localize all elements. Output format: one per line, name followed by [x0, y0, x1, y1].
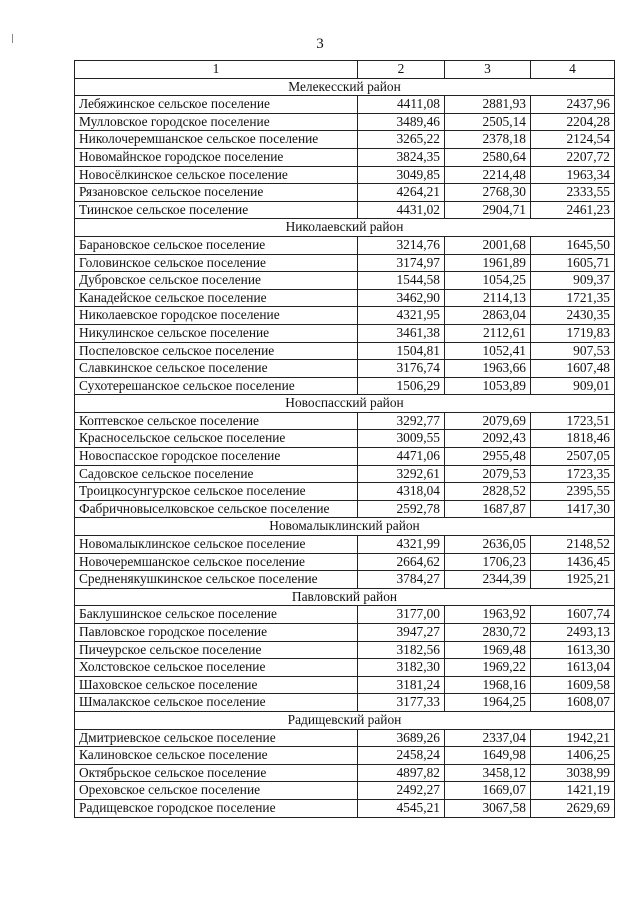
value-col-2: 3784,27 [358, 571, 445, 589]
district-row [75, 711, 615, 729]
value-col-2: 3824,35 [358, 148, 445, 166]
value-col-4: 2493,13 [531, 624, 615, 642]
value-col-4: 1942,21 [531, 729, 615, 747]
value-col-4: 1417,30 [531, 500, 615, 518]
table-row [75, 606, 615, 624]
settlement-name: Рязановское сельское поселение [75, 184, 358, 202]
value-col-2: 3947,27 [358, 624, 445, 642]
table-row [75, 272, 615, 290]
value-col-4: 2461,23 [531, 201, 615, 219]
value-col-2: 1504,81 [358, 342, 445, 360]
table-row [75, 377, 615, 395]
table-row [75, 307, 615, 325]
district-row [75, 78, 615, 96]
value-col-2: 3177,33 [358, 694, 445, 712]
settlement-name: Октябрьское сельское поселение [75, 764, 358, 782]
settlement-name: Мулловское городское поселение [75, 113, 358, 131]
value-col-3: 2214,48 [445, 166, 531, 184]
value-col-3: 2955,48 [445, 448, 531, 466]
header-col-2: 2 [358, 61, 445, 79]
value-col-4: 1607,74 [531, 606, 615, 624]
value-col-3: 1963,92 [445, 606, 531, 624]
value-col-2: 4897,82 [358, 764, 445, 782]
settlement-name: Калиновское сельское поселение [75, 747, 358, 765]
table-row [75, 254, 615, 272]
settlement-name: Баклушинское сельское поселение [75, 606, 358, 624]
value-col-3: 1687,87 [445, 500, 531, 518]
settlement-name: Канадейское сельское поселение [75, 289, 358, 307]
value-col-2: 4431,02 [358, 201, 445, 219]
settlement-name: Сухотерешанское сельское поселение [75, 377, 358, 395]
table-row [75, 659, 615, 677]
header-row [75, 61, 615, 79]
value-col-2: 2458,24 [358, 747, 445, 765]
settlement-name: Тиинское сельское поселение [75, 201, 358, 219]
value-col-3: 1969,22 [445, 659, 531, 677]
table-row [75, 465, 615, 483]
settlement-name: Павловское городское поселение [75, 624, 358, 642]
table-row [75, 412, 615, 430]
district-row [75, 395, 615, 413]
table-row [75, 148, 615, 166]
value-col-3: 2863,04 [445, 307, 531, 325]
value-col-3: 1706,23 [445, 553, 531, 571]
value-col-4: 2430,35 [531, 307, 615, 325]
value-col-2: 3292,61 [358, 465, 445, 483]
settlement-name: Троицкосунгурское сельское поселение [75, 483, 358, 501]
value-col-4: 3038,99 [531, 764, 615, 782]
value-col-3: 1053,89 [445, 377, 531, 395]
value-col-2: 3461,38 [358, 324, 445, 342]
table-row [75, 342, 615, 360]
value-col-3: 2828,52 [445, 483, 531, 501]
value-col-4: 1963,34 [531, 166, 615, 184]
district-name: Павловский район [75, 588, 615, 606]
settlement-name: Холстовское сельское поселение [75, 659, 358, 677]
settlement-name: Дмитриевское сельское поселение [75, 729, 358, 747]
settlement-name: Ореховское сельское поселение [75, 782, 358, 800]
value-col-4: 2507,05 [531, 448, 615, 466]
value-col-3: 2636,05 [445, 536, 531, 554]
settlement-name: Новоспасское городское поселение [75, 448, 358, 466]
value-col-2: 2664,62 [358, 553, 445, 571]
table-row [75, 764, 615, 782]
table-row [75, 324, 615, 342]
value-col-2: 3214,76 [358, 236, 445, 254]
settlement-name: Головинское сельское поселение [75, 254, 358, 272]
value-col-3: 1669,07 [445, 782, 531, 800]
value-col-4: 1436,45 [531, 553, 615, 571]
settlement-name: Никулинское сельское поселение [75, 324, 358, 342]
value-col-2: 4411,08 [358, 96, 445, 114]
value-col-3: 2337,04 [445, 729, 531, 747]
value-col-3: 2079,69 [445, 412, 531, 430]
district-row [75, 219, 615, 237]
settlement-name: Лебяжинское сельское поселение [75, 96, 358, 114]
page-number: 3 [316, 36, 324, 52]
value-col-4: 2629,69 [531, 799, 615, 817]
value-col-2: 4321,99 [358, 536, 445, 554]
settlement-name: Шмалакское сельское поселение [75, 694, 358, 712]
table-row [75, 166, 615, 184]
value-col-2: 3049,85 [358, 166, 445, 184]
table-row [75, 641, 615, 659]
value-col-4: 1721,35 [531, 289, 615, 307]
settlement-name: Новочеремшанское сельское поселение [75, 553, 358, 571]
table-row [75, 448, 615, 466]
table-row [75, 571, 615, 589]
value-col-4: 1607,48 [531, 360, 615, 378]
header-col-4: 4 [531, 61, 615, 79]
value-col-2: 4545,21 [358, 799, 445, 817]
value-col-4: 1608,07 [531, 694, 615, 712]
settlement-name: Новомайнское городское поселение [75, 148, 358, 166]
table-row [75, 131, 615, 149]
table-row [75, 799, 615, 817]
value-col-2: 4471,06 [358, 448, 445, 466]
value-col-3: 1052,41 [445, 342, 531, 360]
district-row [75, 588, 615, 606]
value-col-2: 1544,58 [358, 272, 445, 290]
value-col-4: 2124,54 [531, 131, 615, 149]
table-row [75, 624, 615, 642]
settlement-name: Новосёлкинское сельское поселение [75, 166, 358, 184]
value-col-4: 909,01 [531, 377, 615, 395]
value-col-2: 3181,24 [358, 676, 445, 694]
settlement-name: Радищевское городское поселение [75, 799, 358, 817]
value-col-3: 2378,18 [445, 131, 531, 149]
value-col-3: 2904,71 [445, 201, 531, 219]
value-col-4: 1719,83 [531, 324, 615, 342]
value-col-2: 3176,74 [358, 360, 445, 378]
value-col-2: 3462,90 [358, 289, 445, 307]
settlement-name: Дубровское сельское поселение [75, 272, 358, 290]
value-col-3: 2112,61 [445, 324, 531, 342]
table-row [75, 729, 615, 747]
table-row [75, 430, 615, 448]
table-row [75, 694, 615, 712]
settlement-name: Славкинское сельское поселение [75, 360, 358, 378]
value-col-4: 1605,71 [531, 254, 615, 272]
district-name: Радищевский район [75, 711, 615, 729]
value-col-3: 1054,25 [445, 272, 531, 290]
table-row [75, 676, 615, 694]
value-col-2: 3292,77 [358, 412, 445, 430]
data-table [74, 60, 615, 818]
table-row [75, 782, 615, 800]
value-col-3: 2344,39 [445, 571, 531, 589]
table-row [75, 184, 615, 202]
table-row [75, 483, 615, 501]
table-row [75, 500, 615, 518]
table-row [75, 96, 615, 114]
settlement-name: Садовское сельское поселение [75, 465, 358, 483]
table-row [75, 553, 615, 571]
value-col-2: 3182,30 [358, 659, 445, 677]
value-col-2: 4264,21 [358, 184, 445, 202]
settlement-name: Средненякушкинское сельское поселение [75, 571, 358, 589]
table-row [75, 289, 615, 307]
settlement-name: Красносельское сельское поселение [75, 430, 358, 448]
value-col-2: 3174,97 [358, 254, 445, 272]
value-col-2: 3009,55 [358, 430, 445, 448]
table-row [75, 360, 615, 378]
district-name: Мелекесский район [75, 78, 615, 96]
value-col-2: 3177,00 [358, 606, 445, 624]
value-col-3: 2092,43 [445, 430, 531, 448]
value-col-2: 3489,46 [358, 113, 445, 131]
settlement-name: Николочеремшанское сельское поселение [75, 131, 358, 149]
value-col-4: 1609,58 [531, 676, 615, 694]
value-col-3: 1963,66 [445, 360, 531, 378]
value-col-3: 1968,16 [445, 676, 531, 694]
settlement-name: Коптевское сельское поселение [75, 412, 358, 430]
table-row [75, 113, 615, 131]
table-row [75, 236, 615, 254]
settlement-name: Фабричновыселковское сельское поселение [75, 500, 358, 518]
settlement-name: Николаевское городское поселение [75, 307, 358, 325]
value-col-3: 1649,98 [445, 747, 531, 765]
table-row [75, 536, 615, 554]
value-col-4: 1925,21 [531, 571, 615, 589]
value-col-4: 1406,25 [531, 747, 615, 765]
value-col-3: 1961,89 [445, 254, 531, 272]
value-col-4: 2437,96 [531, 96, 615, 114]
district-name: Новоспасский район [75, 395, 615, 413]
value-col-2: 3182,56 [358, 641, 445, 659]
value-col-2: 2492,27 [358, 782, 445, 800]
value-col-4: 909,37 [531, 272, 615, 290]
value-col-3: 2881,93 [445, 96, 531, 114]
value-col-3: 1969,48 [445, 641, 531, 659]
value-col-3: 1964,25 [445, 694, 531, 712]
value-col-4: 1723,35 [531, 465, 615, 483]
district-row [75, 518, 615, 536]
settlement-name: Новомалыклинское сельское поселение [75, 536, 358, 554]
value-col-3: 2505,14 [445, 113, 531, 131]
value-col-4: 1421,19 [531, 782, 615, 800]
settlement-name: Шаховское сельское поселение [75, 676, 358, 694]
value-col-3: 2114,13 [445, 289, 531, 307]
value-col-4: 1613,30 [531, 641, 615, 659]
value-col-4: 2333,55 [531, 184, 615, 202]
table-body [75, 78, 615, 817]
header-col-1: 1 [75, 61, 358, 79]
value-col-4: 1645,50 [531, 236, 615, 254]
table-row [75, 201, 615, 219]
value-col-4: 2207,72 [531, 148, 615, 166]
value-col-4: 2204,28 [531, 113, 615, 131]
value-col-2: 4318,04 [358, 483, 445, 501]
value-col-4: 2148,52 [531, 536, 615, 554]
value-col-2: 1506,29 [358, 377, 445, 395]
value-col-3: 3067,58 [445, 799, 531, 817]
value-col-2: 3689,26 [358, 729, 445, 747]
value-col-2: 3265,22 [358, 131, 445, 149]
value-col-4: 1723,51 [531, 412, 615, 430]
header-col-3: 3 [445, 61, 531, 79]
value-col-4: 2395,55 [531, 483, 615, 501]
value-col-4: 907,53 [531, 342, 615, 360]
settlement-name: Пичеурское сельское поселение [75, 641, 358, 659]
district-name: Николаевский район [75, 219, 615, 237]
value-col-4: 1613,04 [531, 659, 615, 677]
value-col-3: 2830,72 [445, 624, 531, 642]
value-col-3: 2768,30 [445, 184, 531, 202]
value-col-4: 1818,46 [531, 430, 615, 448]
value-col-2: 4321,95 [358, 307, 445, 325]
value-col-2: 2592,78 [358, 500, 445, 518]
value-col-3: 2079,53 [445, 465, 531, 483]
table-row [75, 747, 615, 765]
value-col-3: 3458,12 [445, 764, 531, 782]
settlement-name: Барановское сельское поселение [75, 236, 358, 254]
district-name: Новомалыклинский район [75, 518, 615, 536]
settlement-name: Поспеловское сельское поселение [75, 342, 358, 360]
value-col-3: 2001,68 [445, 236, 531, 254]
value-col-3: 2580,64 [445, 148, 531, 166]
